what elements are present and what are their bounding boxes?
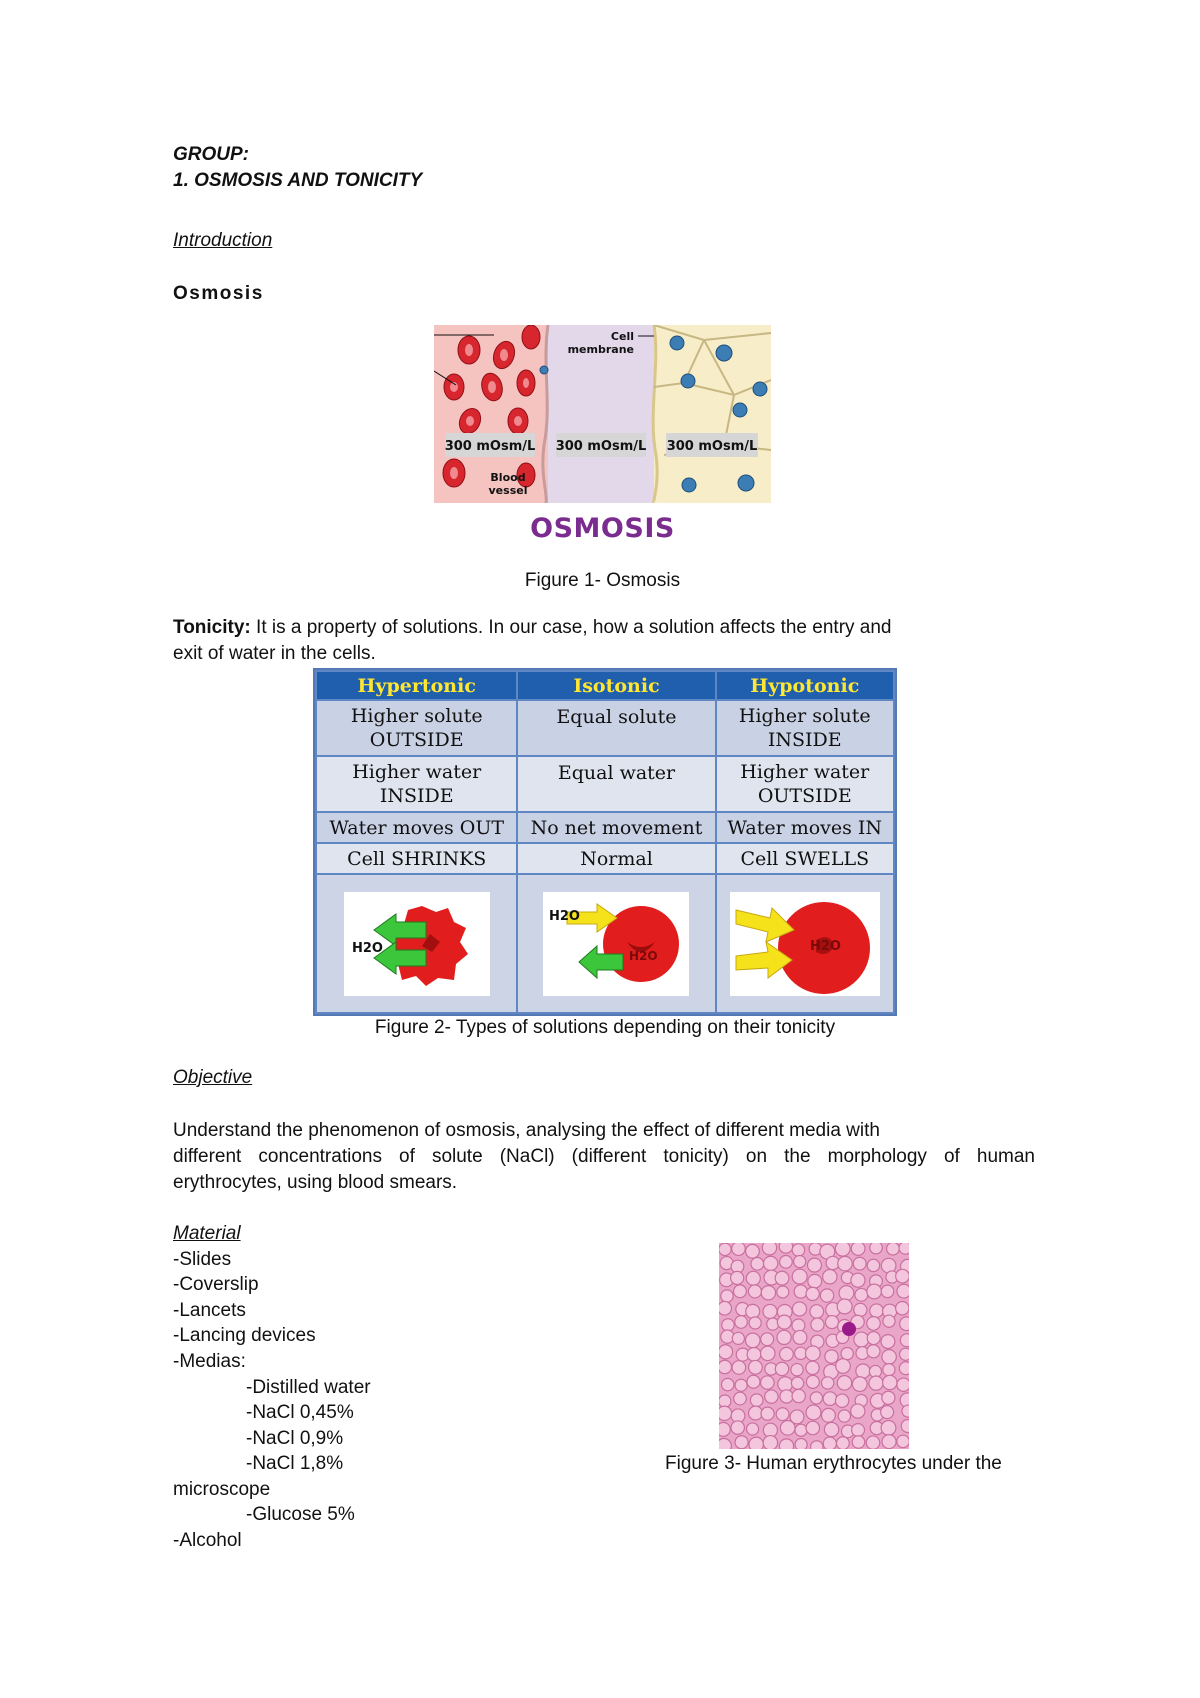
svg-text:H2O: H2O xyxy=(549,908,581,924)
material-item-lancets: -Lancets xyxy=(173,1300,246,1321)
hypertonic-cell-image xyxy=(344,892,490,996)
table-cell: Equal solute xyxy=(518,701,714,755)
table-row xyxy=(317,813,893,842)
header-hypotonic: Hypotonic xyxy=(717,672,893,699)
tonicity-paragraph xyxy=(173,615,1035,641)
table-cell: Equal water xyxy=(518,757,714,811)
h2o-label: H2O xyxy=(351,940,383,956)
figure2-caption: Figure 2- Types of solutions depending on their tonicity xyxy=(374,1017,836,1038)
conc-label-cells: 300 mOsm/L xyxy=(666,439,758,454)
objective-line2: different concentrations of solute (NaCl) (different tonicity) on the morphology of human xyxy=(173,1146,1035,1167)
table-cell: Higher water INSIDE xyxy=(317,757,516,811)
osmosis-banner: OSMOSIS xyxy=(530,513,675,544)
material-item-coverslip: -Coverslip xyxy=(173,1274,259,1295)
svg-text:Blood: Blood xyxy=(490,471,526,484)
table-cell: Cell SWELLS xyxy=(717,844,893,873)
header-isotonic: Isotonic xyxy=(518,672,714,699)
conc-label-blood: 300 mOsm/L xyxy=(444,439,536,454)
objective-heading: Objective xyxy=(173,1067,253,1088)
table-cell: Water moves OUT xyxy=(317,813,516,842)
media-nacl-09: -NaCl 0,9% xyxy=(246,1428,344,1449)
section-title: 1. OSMOSIS AND TONICITY xyxy=(173,170,423,191)
tonicity-table xyxy=(313,668,897,1016)
table-cell: Normal xyxy=(518,844,714,873)
isotonic-cell-image xyxy=(543,892,689,996)
table-row xyxy=(317,757,893,811)
svg-text:membrane: membrane xyxy=(567,343,634,356)
table-row xyxy=(317,844,893,873)
header-hypertonic: Hypertonic xyxy=(317,672,516,699)
table-cell: Higher solute OUTSIDE xyxy=(317,701,516,755)
figure3-caption: Figure 3- Human erythrocytes under the xyxy=(665,1453,1002,1474)
svg-text:Cell: Cell xyxy=(610,330,634,343)
svg-text:vessel: vessel xyxy=(488,484,528,497)
table-cell: Higher water OUTSIDE xyxy=(717,757,893,811)
introduction-heading: Introduction xyxy=(173,230,273,251)
conc-label-interstitial: 300 mOsm/L xyxy=(555,439,647,454)
erythrocytes-micrograph xyxy=(719,1243,909,1449)
media-nacl-18: -NaCl 1,8% xyxy=(246,1453,344,1474)
group-label: GROUP: xyxy=(173,144,249,165)
tonicity-definition-line2: exit of water in the cells. xyxy=(173,643,376,664)
osmosis-heading: Osmosis xyxy=(173,283,264,304)
table-row xyxy=(317,701,893,755)
figure1-caption: Figure 1- Osmosis xyxy=(524,570,681,591)
media-distilled-water: -Distilled water xyxy=(246,1377,371,1398)
material-heading: Material xyxy=(173,1223,241,1244)
tonicity-definition-line1: It is a property of solutions. In our case, how a solution affects the entry and xyxy=(250,617,892,638)
caption-wrap-microscope: microscope xyxy=(173,1479,271,1500)
media-nacl-045: -NaCl 0,45% xyxy=(246,1402,354,1423)
table-image-row xyxy=(317,875,893,1012)
svg-text:H2O: H2O xyxy=(809,938,841,954)
material-item-lancing-devices: -Lancing devices xyxy=(173,1325,316,1346)
material-item-alcohol: -Alcohol xyxy=(173,1530,242,1551)
hypotonic-cell-image xyxy=(730,892,880,996)
media-glucose: -Glucose 5% xyxy=(246,1504,355,1525)
svg-text:H2O: H2O xyxy=(629,948,659,963)
table-header-row xyxy=(317,672,893,699)
material-item-slides: -Slides xyxy=(173,1249,232,1270)
table-cell: Cell SHRINKS xyxy=(317,844,516,873)
objective-line3: erythrocytes, using blood smears. xyxy=(173,1172,458,1193)
table-cell: Higher solute INSIDE xyxy=(717,701,893,755)
figure-osmosis-illustration xyxy=(434,325,771,503)
material-item-medias: -Medias: xyxy=(173,1351,246,1372)
tonicity-term: Tonicity: xyxy=(173,617,251,638)
table-cell: Water moves IN xyxy=(717,813,893,842)
objective-line1: Understand the phenomenon of osmosis, analysing the effect of different media with xyxy=(173,1120,880,1141)
table-cell: No net movement xyxy=(518,813,714,842)
